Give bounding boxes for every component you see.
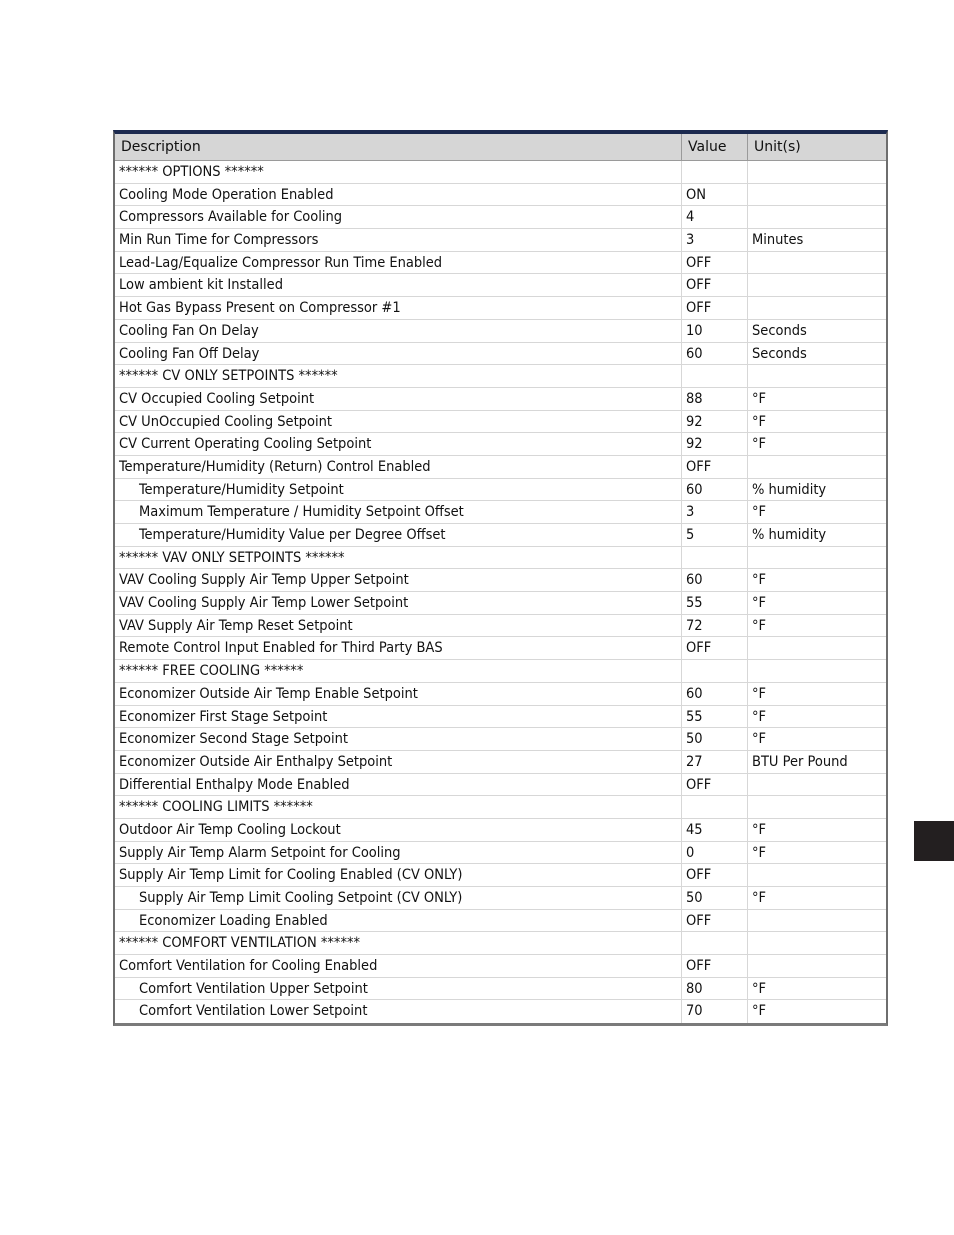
table-row[interactable] <box>115 774 886 797</box>
description-cell: Hot Gas Bypass Present on Compressor #1 <box>115 297 682 319</box>
value-cell[interactable]: 60 <box>682 479 748 501</box>
section-tab-marker <box>914 821 954 861</box>
description-cell: Supply Air Temp Alarm Setpoint for Cooling <box>115 842 682 864</box>
description-cell: Cooling Fan On Delay <box>115 320 682 342</box>
table-row[interactable] <box>115 819 886 842</box>
description-cell: Outdoor Air Temp Cooling Lockout <box>115 819 682 841</box>
description-cell: ****** VAV ONLY SETPOINTS ****** <box>115 547 682 569</box>
table-row[interactable] <box>115 456 886 479</box>
units-cell <box>748 274 886 296</box>
table-row[interactable] <box>115 910 886 933</box>
value-cell[interactable] <box>682 547 748 569</box>
description-cell: Maximum Temperature / Humidity Setpoint Offset <box>115 501 682 523</box>
units-cell: °F <box>752 436 767 453</box>
units-cell <box>748 796 886 818</box>
description-cell: Comfort Ventilation for Cooling Enabled <box>115 955 682 977</box>
table-row[interactable] <box>115 569 886 592</box>
table-row[interactable] <box>115 796 886 819</box>
value-cell[interactable]: OFF <box>682 456 748 478</box>
value-cell[interactable] <box>682 365 748 387</box>
units-cell <box>748 456 886 478</box>
units-cell <box>748 932 886 954</box>
table-row[interactable] <box>115 1000 886 1023</box>
units-cell: °F <box>752 413 767 430</box>
value-cell[interactable]: 70 <box>682 1000 748 1023</box>
description-cell: Economizer Outside Air Enthalpy Setpoint <box>115 751 682 773</box>
description-cell: Comfort Ventilation Lower Setpoint <box>115 1000 682 1023</box>
units-cell <box>748 660 886 682</box>
table-row[interactable] <box>115 274 886 297</box>
table-row[interactable] <box>115 320 886 343</box>
value-cell[interactable]: 0 <box>682 842 748 864</box>
value-cell[interactable]: 3 <box>682 229 748 251</box>
grid-body <box>115 161 886 1023</box>
value-cell[interactable]: OFF <box>682 637 748 659</box>
table-row[interactable] <box>115 524 886 547</box>
units-cell <box>748 864 886 886</box>
value-cell[interactable] <box>682 660 748 682</box>
table-row[interactable] <box>115 501 886 524</box>
description-cell: Min Run Time for Compressors <box>115 229 682 251</box>
units-cell <box>748 365 886 387</box>
value-cell[interactable]: 10 <box>682 320 748 342</box>
units-cell: °F <box>752 731 767 748</box>
description-cell: Temperature/Humidity (Return) Control Enabled <box>115 456 682 478</box>
description-cell: Comfort Ventilation Upper Setpoint <box>115 978 682 1000</box>
value-cell[interactable]: 80 <box>682 978 748 1000</box>
value-cell[interactable]: OFF <box>682 252 748 274</box>
value-cell[interactable]: 88 <box>682 388 748 410</box>
description-cell: Temperature/Humidity Value per Degree Offset <box>115 524 682 546</box>
table-row[interactable] <box>115 343 886 366</box>
description-cell: ****** COOLING LIMITS ****** <box>115 796 682 818</box>
description-cell: Temperature/Humidity Setpoint <box>115 479 682 501</box>
units-cell: BTU Per Pound <box>752 753 848 770</box>
value-cell[interactable]: 45 <box>682 819 748 841</box>
units-cell: % humidity <box>752 527 827 543</box>
units-cell <box>748 184 886 206</box>
table-row[interactable] <box>115 229 886 252</box>
units-cell: °F <box>752 617 767 634</box>
table-row[interactable] <box>115 864 886 887</box>
table-row[interactable] <box>115 365 886 388</box>
units-cell <box>748 252 886 274</box>
table-row[interactable] <box>115 297 886 320</box>
table-row[interactable] <box>115 206 886 229</box>
description-cell: CV UnOccupied Cooling Setpoint <box>115 411 682 433</box>
value-cell[interactable]: OFF <box>682 955 748 977</box>
value-cell[interactable]: 92 <box>682 411 748 433</box>
table-row[interactable] <box>115 184 886 207</box>
value-cell[interactable]: 55 <box>682 592 748 614</box>
value-cell[interactable] <box>682 161 748 183</box>
description-cell: ****** FREE COOLING ****** <box>115 660 682 682</box>
units-cell <box>748 161 886 183</box>
description-cell: Economizer Loading Enabled <box>115 910 682 932</box>
column-header-units[interactable]: Unit(s) <box>754 139 801 155</box>
description-cell: CV Current Operating Cooling Setpoint <box>115 433 682 455</box>
units-cell <box>748 547 886 569</box>
units-cell: °F <box>752 1003 767 1020</box>
value-cell[interactable]: 3 <box>682 501 748 523</box>
value-cell[interactable]: 27 <box>682 751 748 773</box>
table-row[interactable] <box>115 955 886 978</box>
table-row[interactable] <box>115 615 886 638</box>
units-cell: % humidity <box>752 481 827 498</box>
description-cell: ****** CV ONLY SETPOINTS ****** <box>115 365 682 387</box>
parameter-grid <box>113 130 888 1026</box>
units-cell: °F <box>752 685 767 702</box>
description-cell: VAV Cooling Supply Air Temp Lower Setpoint <box>115 592 682 614</box>
description-cell: Supply Air Temp Limit Cooling Setpoint (CV ONLY) <box>115 887 682 909</box>
value-cell[interactable]: 5 <box>682 524 748 546</box>
units-cell: Minutes <box>752 232 804 249</box>
table-row[interactable] <box>115 592 886 615</box>
units-cell: °F <box>752 890 767 906</box>
units-cell: °F <box>752 980 767 997</box>
table-row[interactable] <box>115 660 886 683</box>
units-cell <box>748 774 886 796</box>
table-row[interactable] <box>115 479 886 502</box>
description-cell: Differential Enthalpy Mode Enabled <box>115 774 682 796</box>
table-row[interactable] <box>115 842 886 865</box>
grid-header <box>115 134 886 161</box>
value-cell[interactable] <box>682 796 748 818</box>
description-cell: Cooling Fan Off Delay <box>115 343 682 365</box>
value-cell[interactable]: 50 <box>682 728 748 750</box>
value-cell[interactable]: OFF <box>682 297 748 319</box>
table-row[interactable] <box>115 411 886 434</box>
value-cell[interactable]: OFF <box>682 910 748 932</box>
column-header-description[interactable]: Description <box>115 134 682 160</box>
units-cell <box>748 297 886 319</box>
description-cell: Low ambient kit Installed <box>115 274 682 296</box>
description-cell: VAV Supply Air Temp Reset Setpoint <box>115 615 682 637</box>
value-cell[interactable]: 72 <box>682 615 748 637</box>
description-cell: Cooling Mode Operation Enabled <box>115 184 682 206</box>
value-cell[interactable]: 60 <box>682 343 748 365</box>
units-cell: °F <box>752 708 767 725</box>
column-header-value[interactable]: Value <box>682 134 748 160</box>
description-cell: Economizer First Stage Setpoint <box>115 706 682 728</box>
units-cell: Seconds <box>752 322 807 339</box>
description-cell: Supply Air Temp Limit for Cooling Enabled (CV ONLY) <box>115 864 682 886</box>
units-cell: °F <box>752 390 767 407</box>
units-cell <box>748 637 886 659</box>
table-row[interactable] <box>115 887 886 910</box>
value-cell[interactable]: 60 <box>682 569 748 591</box>
value-cell[interactable] <box>682 932 748 954</box>
table-row[interactable] <box>115 388 886 411</box>
units-cell: °F <box>752 821 767 838</box>
table-row[interactable] <box>115 728 886 751</box>
table-row[interactable] <box>115 932 886 955</box>
table-row[interactable] <box>115 433 886 456</box>
description-cell: Compressors Available for Cooling <box>115 206 682 228</box>
table-row[interactable] <box>115 706 886 729</box>
value-cell[interactable]: 4 <box>682 206 748 228</box>
units-cell: °F <box>752 595 767 612</box>
units-cell <box>748 206 886 228</box>
units-cell <box>748 910 886 932</box>
description-cell: Lead-Lag/Equalize Compressor Run Time Enabled <box>115 252 682 274</box>
table-row[interactable] <box>115 252 886 275</box>
table-row[interactable] <box>115 683 886 706</box>
description-cell: CV Occupied Cooling Setpoint <box>115 388 682 410</box>
description-cell: Remote Control Input Enabled for Third Party BAS <box>115 637 682 659</box>
value-cell[interactable]: ON <box>682 184 748 206</box>
description-cell: ****** COMFORT VENTILATION ****** <box>115 932 682 954</box>
table-row[interactable] <box>115 161 886 184</box>
value-cell[interactable]: 60 <box>682 683 748 705</box>
units-cell: Seconds <box>752 345 807 362</box>
description-cell: VAV Cooling Supply Air Temp Upper Setpoint <box>115 569 682 591</box>
units-cell: °F <box>752 844 767 861</box>
value-cell[interactable]: OFF <box>682 274 748 296</box>
value-cell[interactable]: OFF <box>682 774 748 796</box>
description-cell: ****** OPTIONS ****** <box>115 161 682 183</box>
table-row[interactable] <box>115 637 886 660</box>
table-row[interactable] <box>115 547 886 570</box>
value-cell[interactable]: OFF <box>682 864 748 886</box>
description-cell: Economizer Second Stage Setpoint <box>115 728 682 750</box>
table-row[interactable] <box>115 751 886 774</box>
table-row[interactable] <box>115 978 886 1001</box>
units-cell: °F <box>752 572 767 589</box>
value-cell[interactable]: 92 <box>682 433 748 455</box>
units-cell <box>748 955 886 977</box>
description-cell: Economizer Outside Air Temp Enable Setpoint <box>115 683 682 705</box>
units-cell: °F <box>752 504 767 521</box>
value-cell[interactable]: 55 <box>682 706 748 728</box>
value-cell[interactable]: 50 <box>682 887 748 909</box>
